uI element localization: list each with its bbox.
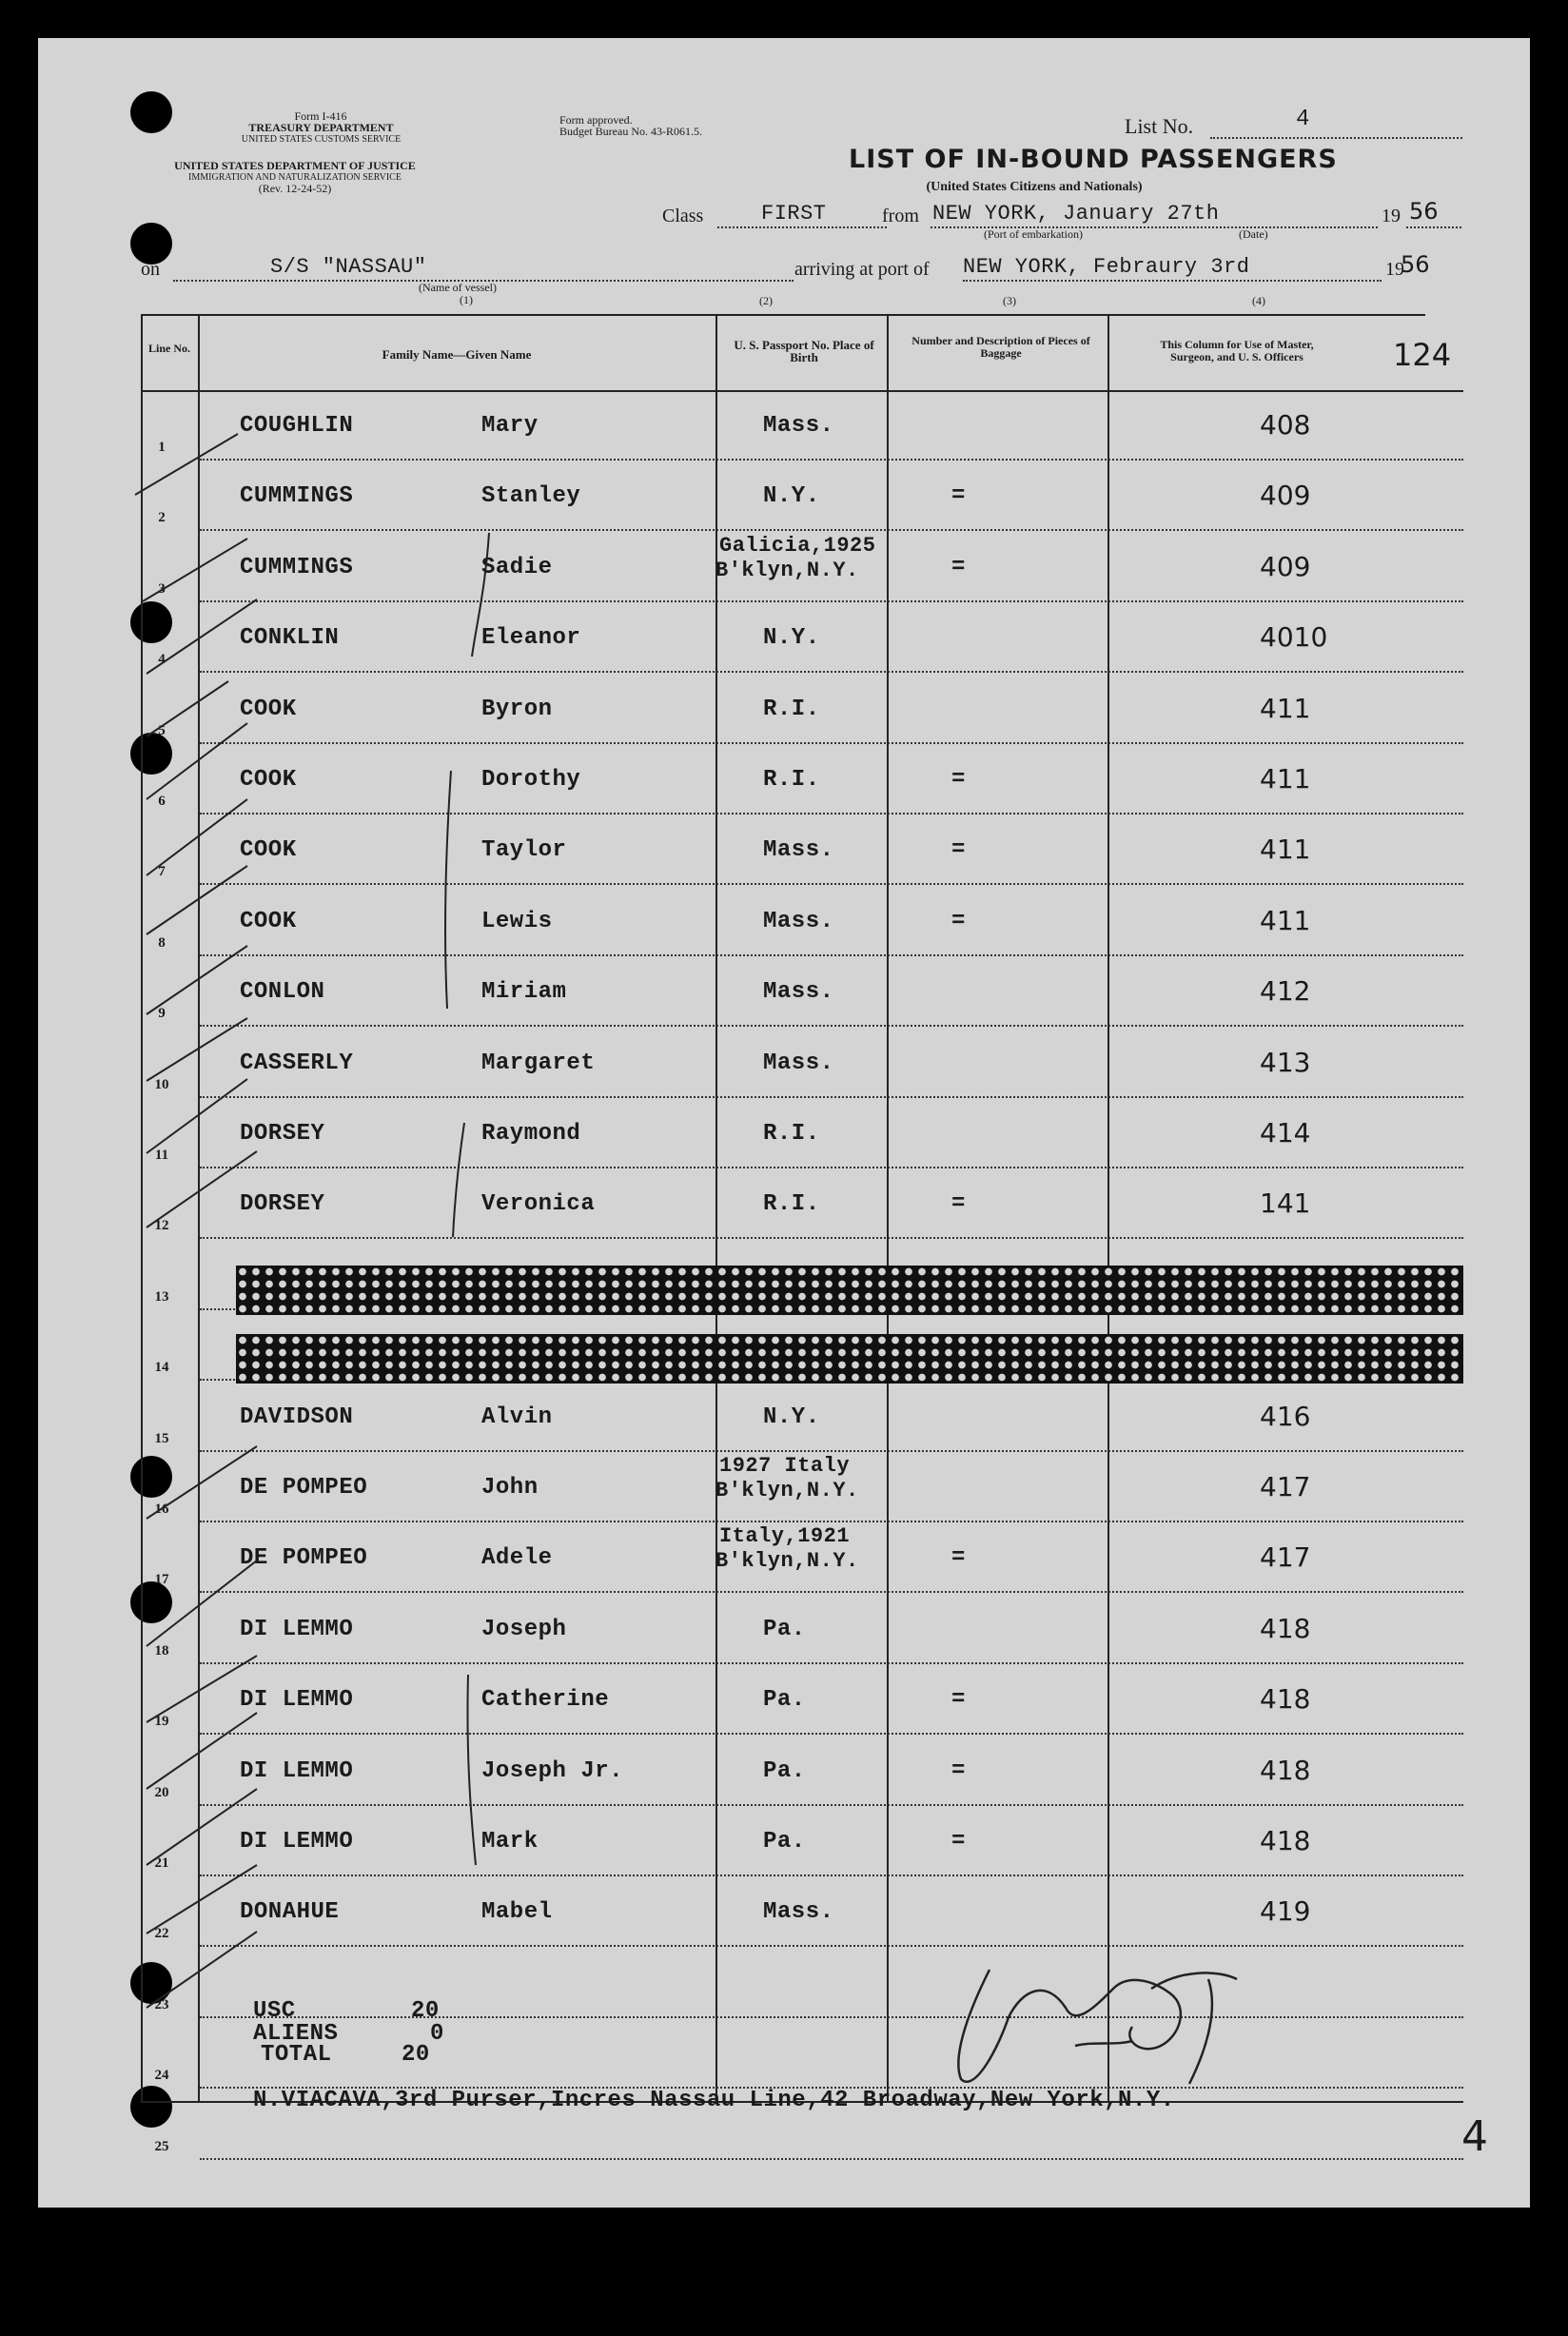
line-number: 24 [154, 2068, 169, 2084]
place-of-birth: Mass. [763, 413, 834, 439]
officer-number: 408 [1260, 409, 1311, 441]
form-approved: Form approved. [559, 113, 633, 127]
year-prefix: 19 [1382, 206, 1401, 226]
place-of-birth: 1927 Italy [719, 1454, 851, 1478]
officer-number: 4010 [1260, 621, 1328, 654]
given-name: Miriam [481, 979, 567, 1006]
row-rule [200, 1521, 1463, 1522]
given-name: Joseph Jr. [481, 1757, 624, 1784]
officer-number: 141 [1260, 1188, 1311, 1220]
vessel-caption-no: (1) [460, 293, 473, 306]
family-name: DORSEY [240, 1191, 325, 1218]
officer-number: 411 [1260, 904, 1311, 936]
line-number: 2 [158, 510, 166, 526]
row-rule [200, 742, 1463, 744]
baggage-count: = [951, 1191, 966, 1218]
place-of-birth: N.Y. [763, 483, 820, 510]
row-rule [200, 671, 1463, 673]
officer-number: 409 [1260, 480, 1311, 512]
given-name: Taylor [481, 837, 567, 864]
revision-date: (Rev. 12-24-52) [258, 182, 332, 195]
row-rule [200, 1237, 1463, 1239]
given-name: Dorothy [481, 767, 581, 793]
port-embark-caption: (Port of embarkation) [984, 227, 1083, 241]
place-of-birth: Galicia,1925 [719, 533, 876, 558]
arriving-year-prefix: 19 [1385, 259, 1404, 280]
officer-number: 418 [1260, 1612, 1311, 1644]
date-caption: (Date) [1239, 227, 1268, 241]
family-name: COOK [240, 908, 297, 934]
row-rule [200, 1662, 1463, 1664]
baggage-count: = [951, 767, 966, 793]
family-name: DONAHUE [240, 1899, 340, 1926]
signature-icon [932, 1951, 1256, 2093]
family-name: COUGHLIN [240, 413, 354, 439]
family-name: CONKLIN [240, 625, 340, 652]
given-name: Mary [481, 413, 539, 439]
usc-label: USC [253, 1998, 296, 2024]
line-number: 7 [158, 864, 166, 880]
line-number: 19 [154, 1714, 169, 1730]
line-number: 13 [154, 1288, 169, 1305]
line-number: 23 [154, 1996, 169, 2012]
line-number: 14 [154, 1360, 169, 1376]
place-of-birth: Mass. [763, 1899, 834, 1926]
officer-number: 414 [1260, 1117, 1311, 1148]
family-name: COOK [240, 767, 297, 793]
line-number: 10 [154, 1076, 169, 1092]
row-rule [200, 1167, 1463, 1168]
officer-number: 409 [1260, 550, 1311, 582]
table-top-rule [141, 314, 1425, 316]
aliens-label: ALIENS [253, 2021, 339, 2047]
treasury-dept: TREASURY DEPARTMENT [248, 121, 394, 134]
family-name: DORSEY [240, 1121, 325, 1147]
year-value: 56 [1409, 198, 1439, 225]
officer-number: 419 [1260, 1895, 1311, 1928]
given-name: Veronica [481, 1191, 596, 1218]
officer-number: 417 [1260, 1541, 1311, 1574]
family-name: DI LEMMO [240, 1616, 354, 1642]
vessel-name: S/S "NASSAU" [270, 255, 427, 279]
row-rule [200, 1804, 1463, 1806]
officer-number: 411 [1260, 763, 1311, 795]
line-number: 3 [158, 580, 166, 597]
row-rule [200, 529, 1463, 531]
place-of-birth: N.Y. [763, 625, 820, 652]
given-name: Mark [481, 1829, 539, 1855]
family-name: DE POMPEO [240, 1545, 368, 1572]
baggage-count: = [951, 1829, 966, 1855]
col-header-officers: This Column for Use of Master, Surgeon, and U. S. Officers [1160, 338, 1314, 363]
form-number: Form I-416 [294, 109, 347, 123]
row-rule [200, 1096, 1463, 1098]
place-of-birth: R.I. [763, 1121, 820, 1147]
class-value: FIRST [761, 202, 827, 226]
line-number: 5 [158, 722, 166, 738]
line-number: 25 [154, 2138, 169, 2154]
given-name: Eleanor [481, 625, 581, 652]
from-label: from [882, 206, 919, 226]
arriving-value: NEW YORK, Febraury 3rd [963, 255, 1250, 279]
place-of-birth: Italy,1921 [719, 1524, 851, 1549]
officer-number: 418 [1260, 1683, 1311, 1716]
budget-bureau: Budget Bureau No. 43-R061.5. [559, 125, 702, 138]
family-name: CUMMINGS [240, 483, 354, 510]
immigration-service: IMMIGRATION AND NATURALIZATION SERVICE [188, 172, 402, 183]
list-no-line [1210, 137, 1462, 139]
line-number: 15 [154, 1430, 169, 1446]
baggage-count: = [951, 483, 966, 510]
given-name: Byron [481, 696, 553, 722]
row-rule [200, 459, 1463, 461]
class-line [717, 226, 887, 228]
line-number: 16 [154, 1502, 169, 1517]
line-number: 4 [158, 652, 166, 668]
family-name: DAVIDSON [240, 1404, 354, 1430]
family-name: COOK [240, 837, 297, 864]
line-number: 1 [158, 440, 166, 455]
row-rule [200, 1733, 1463, 1735]
given-name: Lewis [481, 908, 553, 934]
total-label: TOTAL [261, 2042, 332, 2068]
place-of-birth: Mass. [763, 1050, 834, 1076]
page-number: 124 [1393, 337, 1452, 373]
line-number: 21 [154, 1855, 169, 1871]
given-name: Catherine [481, 1687, 610, 1714]
line-number: 6 [158, 794, 166, 809]
officer-number: 412 [1260, 975, 1311, 1008]
line-number: 8 [158, 934, 166, 951]
place-of-birth: R.I. [763, 767, 820, 793]
place-of-birth: Mass. [763, 837, 834, 864]
col4-number: (4) [1252, 294, 1265, 307]
baggage-count: = [951, 908, 966, 934]
purser-line: N.VIACAVA,3rd Purser,Incres Nassau Line,42 Broadway,New York,N.Y. [253, 2088, 1175, 2113]
line-number: 22 [154, 1926, 169, 1942]
officer-number: 413 [1260, 1046, 1311, 1078]
place-of-birth-2: B'klyn,N.Y. [715, 1479, 859, 1502]
class-label: Class [662, 206, 704, 226]
manifest-sheet [38, 38, 1530, 2208]
list-no-value: 4 [1296, 107, 1310, 132]
usc-value: 20 [411, 1998, 440, 2024]
place-of-birth: N.Y. [763, 1404, 820, 1430]
place-of-birth: R.I. [763, 1191, 820, 1218]
family-name: DI LEMMO [240, 1687, 354, 1714]
place-of-birth: Pa. [763, 1829, 806, 1855]
baggage-count: = [951, 1687, 966, 1714]
corner-mark: 4 [1461, 2112, 1488, 2161]
row-rule [200, 883, 1463, 885]
family-name: CUMMINGS [240, 554, 354, 580]
officer-number: 411 [1260, 692, 1311, 724]
row-rule [200, 813, 1463, 815]
given-name: Margaret [481, 1050, 596, 1076]
row-rule [200, 1945, 1463, 1947]
line-number: 17 [154, 1572, 169, 1588]
given-name: Mabel [481, 1899, 553, 1926]
row-rule [200, 2016, 1463, 2018]
family-name: DE POMPEO [240, 1475, 368, 1501]
officer-number: 417 [1260, 1471, 1311, 1502]
given-name: Alvin [481, 1404, 553, 1430]
customs-service: UNITED STATES CUSTOMS SERVICE [241, 134, 402, 145]
bracket-marks-icon [419, 514, 514, 1941]
page-title: LIST OF IN-BOUND PASSENGERS [849, 145, 1338, 174]
place-of-birth-2: B'klyn,N.Y. [715, 558, 859, 582]
given-name: Raymond [481, 1121, 581, 1147]
aliens-value: 0 [430, 2021, 444, 2047]
place-of-birth: Pa. [763, 1757, 806, 1784]
place-of-birth: Pa. [763, 1687, 806, 1714]
col3-number: (3) [1003, 294, 1016, 307]
row-rule [200, 2158, 1463, 2160]
given-name: Stanley [481, 483, 581, 510]
line-number: 18 [154, 1642, 169, 1659]
arriving-year: 56 [1401, 251, 1430, 278]
given-name: Joseph [481, 1616, 567, 1642]
col-header-line: Line No. [147, 342, 190, 355]
justice-dept: UNITED STATES DEPARTMENT OF JUSTICE [174, 159, 416, 172]
baggage-count: = [951, 1545, 966, 1572]
line-number: 11 [154, 1148, 169, 1163]
given-name: Sadie [481, 554, 553, 580]
baggage-count: = [951, 837, 966, 864]
line-number: 12 [154, 1218, 169, 1234]
given-name: John [481, 1475, 539, 1501]
on-label: on [141, 259, 160, 280]
row-rule [200, 1450, 1463, 1452]
arriving-line [963, 280, 1382, 282]
row-rule [200, 600, 1463, 602]
line-number: 9 [158, 1006, 166, 1022]
col-header-name: Family Name—Given Name [382, 347, 532, 362]
place-of-birth-2: B'klyn,N.Y. [715, 1549, 859, 1574]
officer-number: 418 [1260, 1754, 1311, 1786]
officer-number: 416 [1260, 1400, 1311, 1432]
row-rule [200, 954, 1463, 956]
family-name: CASSERLY [240, 1050, 354, 1076]
list-no-label: List No. [1125, 114, 1194, 138]
arriving-label: arriving at port of [794, 259, 930, 280]
col-header-passport: U. S. Passport No. Place of Birth [734, 338, 874, 364]
col-header-baggage: Number and Description of Pieces of Baggage [911, 334, 1090, 360]
family-name: DI LEMMO [240, 1757, 354, 1784]
tally-marks-icon [133, 400, 323, 2169]
place-of-birth: Mass. [763, 908, 834, 934]
family-name: DI LEMMO [240, 1829, 354, 1855]
punch-hole [130, 91, 172, 133]
row-rule [200, 1875, 1463, 1876]
line-number: 20 [154, 1784, 169, 1800]
row-rule [200, 1025, 1463, 1027]
officer-number: 418 [1260, 1825, 1311, 1856]
total-value: 20 [402, 2042, 430, 2068]
given-name: Adele [481, 1545, 553, 1572]
officer-number: 411 [1260, 834, 1311, 866]
place-of-birth: R.I. [763, 696, 820, 722]
family-name: CONLON [240, 979, 325, 1006]
baggage-count: = [951, 554, 966, 580]
year-line [1406, 226, 1461, 228]
col2-number: (2) [759, 294, 773, 307]
place-of-birth: Pa. [763, 1616, 806, 1642]
page-subtitle: (United States Citizens and Nationals) [926, 180, 1143, 194]
row-rule [200, 1591, 1463, 1593]
family-name: COOK [240, 696, 297, 722]
place-of-birth: Mass. [763, 979, 834, 1006]
baggage-count: = [951, 1757, 966, 1784]
from-value: NEW YORK, January 27th [932, 202, 1220, 226]
vessel-caption: (Name of vessel) [419, 281, 497, 294]
